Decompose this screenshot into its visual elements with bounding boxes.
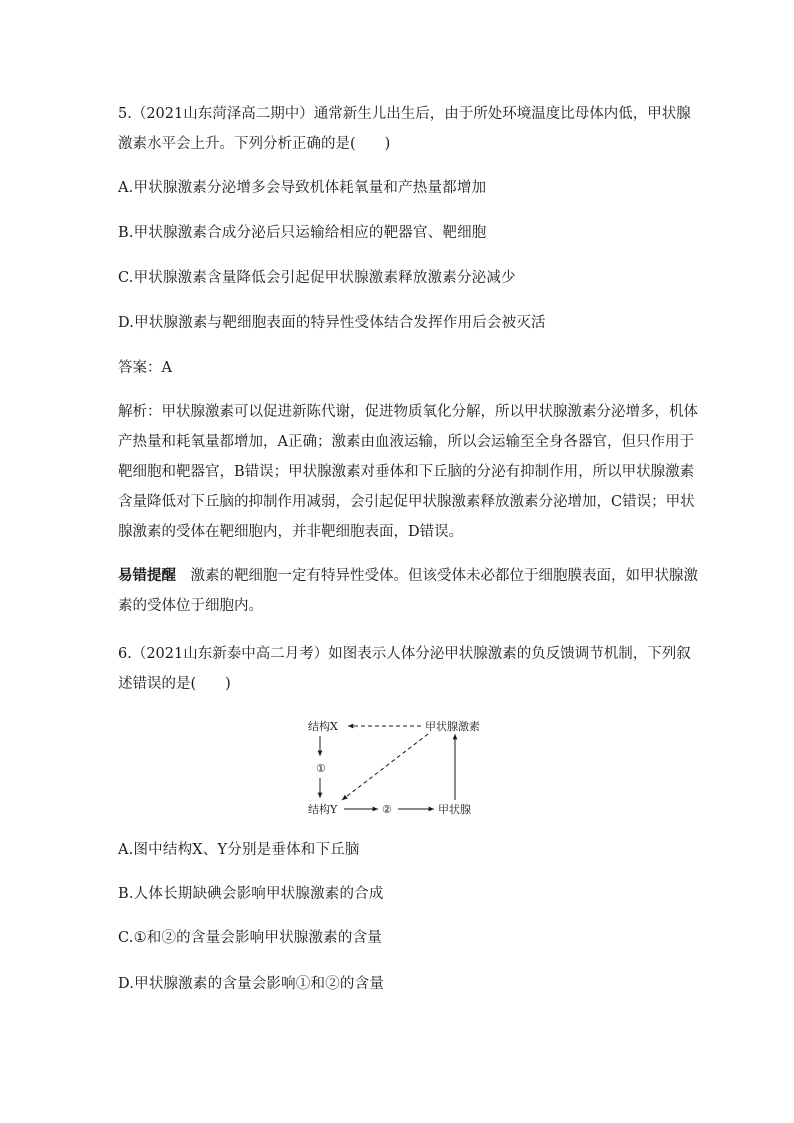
q5-option-b: B.甲状腺激素合成分泌后只运输给相应的靶器官、靶细胞 — [118, 225, 487, 241]
diagram-circle-1: ① — [316, 762, 326, 775]
q6-option-d: D.甲状腺激素的含量会影响①和②的含量 — [118, 976, 385, 992]
feedback-diagram — [290, 712, 520, 822]
q5-analysis-line2: 产热量和耗氧量都增加，A正确；激素由血液运输，所以会运输至全身各器官，但只作用于 — [118, 434, 694, 450]
diagram-thyroid-hormone: 甲状腺激素 — [425, 720, 480, 733]
q6-stem-line2: 述错误的是( ) — [118, 676, 231, 692]
diagram-structure-x: 结构X — [308, 720, 338, 733]
q5-stem-line2: 激素水平会上升。下列分析正确的是( ) — [118, 136, 391, 152]
diagram-structure-y: 结构Y — [308, 803, 338, 816]
q5-answer: 答案：A — [118, 360, 172, 376]
q5-stem-line1: 5.（2021山东菏泽高二期中）通常新生儿出生后，由于所处环境温度比母体内低，甲状腺 — [118, 106, 691, 122]
q5-tip-line2: 素的受体位于细胞内。 — [118, 598, 263, 614]
diagram-thyroid: 甲状腺 — [438, 803, 471, 816]
q6-option-b: B.人体长期缺碘会影响甲状腺激素的合成 — [118, 886, 384, 902]
diagram-circle-2: ② — [382, 803, 392, 816]
q5-option-a: A.甲状腺激素分泌增多会导致机体耗氧量和产热量都增加 — [118, 180, 487, 196]
q5-tip-line1 — [118, 566, 698, 586]
q5-analysis-line3: 靶细胞和靶器官，B错误；甲状腺激素对垂体和下丘脑的分泌有抑制作用，所以甲状腺激素 — [118, 464, 695, 480]
q6-stem-line1: 6.（2021山东新泰中高二月考）如图表示人体分泌甲状腺激素的负反馈调节机制，下列叙 — [118, 646, 691, 662]
q5-option-c: C.甲状腺激素含量降低会引起促甲状腺激素释放激素分泌减少 — [118, 270, 516, 286]
q5-analysis-line5: 腺激素的受体在靶细胞内，并非靶细胞表面，D错误。 — [118, 524, 464, 540]
q5-tip-label: 易错提醒 — [118, 567, 176, 584]
q6-option-c: C.①和②的含量会影响甲状腺激素的含量 — [118, 930, 382, 946]
q5-analysis-line4: 含量降低对下丘脑的抑制作用减弱，会引起促甲状腺激素释放激素分泌增加，C错误；甲状 — [118, 494, 695, 510]
q5-tip-text1: 激素的靶细胞一定有特异性受体。但该受体未必都位于细胞膜表面，如甲状腺激 — [176, 568, 698, 584]
arrow-hormone-to-y — [342, 734, 428, 800]
q6-option-a: A.图中结构X、Y分别是垂体和下丘脑 — [118, 842, 360, 858]
q5-option-d: D.甲状腺激素与靶细胞表面的特异性受体结合发挥作用后会被灭活 — [118, 315, 546, 331]
q5-analysis-line1: 解析：甲状腺激素可以促进新陈代谢，促进物质氧化分解，所以甲状腺激素分泌增多，机体 — [118, 404, 698, 420]
